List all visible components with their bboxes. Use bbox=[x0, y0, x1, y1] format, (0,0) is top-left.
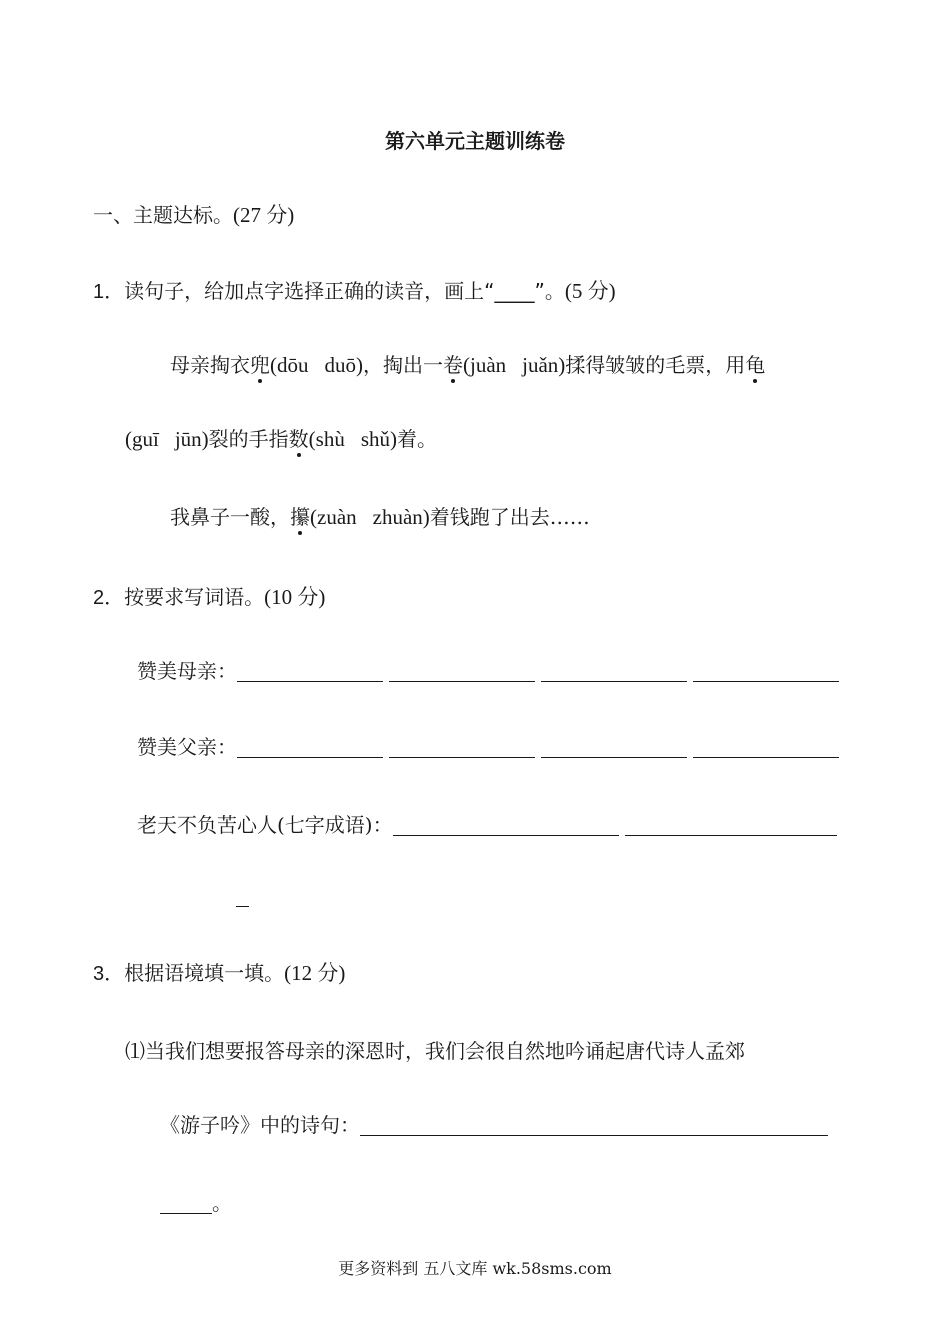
question-3-score: (12 分) bbox=[284, 961, 346, 985]
item-number: ⑴ bbox=[125, 1039, 145, 1063]
sentence-text: ，掏出一 bbox=[363, 353, 443, 377]
pinyin-option[interactable]: duō) bbox=[324, 353, 363, 377]
answer-blank[interactable] bbox=[693, 659, 839, 682]
question-2-prompt: 按要求写词语。 bbox=[124, 585, 265, 609]
answer-row-label: 赞美父亲： bbox=[137, 735, 237, 759]
dotted-char: 攥 bbox=[290, 502, 310, 532]
sentence-text: 裂的手指 bbox=[208, 427, 289, 451]
sentence-text: 母亲掏衣 bbox=[170, 353, 250, 377]
answer-row-father bbox=[137, 732, 845, 762]
question-1-score: (5 分) bbox=[564, 279, 616, 303]
question-3-prompt: 根据语境填一填。 bbox=[124, 961, 285, 985]
dotted-char: 卷 bbox=[443, 350, 463, 380]
question-3-item-1-cont bbox=[160, 1110, 828, 1140]
pinyin-option[interactable]: shǔ) bbox=[360, 427, 397, 451]
dotted-char: 数 bbox=[289, 424, 309, 454]
answer-blank[interactable] bbox=[625, 813, 837, 836]
question-1 bbox=[93, 276, 616, 307]
section-1-label: 一、主题达标。 bbox=[93, 203, 233, 227]
answer-blank[interactable] bbox=[389, 659, 535, 682]
question-1-prompt: 读句子，给加点字选择正确的读音，画上“____”。 bbox=[124, 279, 565, 303]
question-2 bbox=[93, 582, 325, 613]
sentence-text: 着钱跑了出去…… bbox=[429, 505, 590, 529]
question-1-sentence-1 bbox=[170, 350, 765, 380]
question-1-sentence-2 bbox=[170, 502, 590, 532]
sentence-text: 揉得皱皱的毛票，用 bbox=[565, 353, 746, 377]
answer-blank[interactable] bbox=[160, 1191, 212, 1214]
answer-row-mother bbox=[137, 656, 845, 686]
answer-blank[interactable] bbox=[360, 1113, 828, 1136]
question-3-number: 3． bbox=[93, 963, 125, 985]
question-1-sentence-1-cont bbox=[125, 424, 437, 454]
pinyin-option[interactable]: (dōu bbox=[270, 353, 309, 377]
sentence-text: 我鼻子一酸， bbox=[170, 505, 290, 529]
answer-blank[interactable] bbox=[237, 735, 383, 758]
answer-blank[interactable] bbox=[541, 659, 687, 682]
pinyin-option[interactable]: (shù bbox=[308, 427, 345, 451]
section-1-heading bbox=[93, 200, 294, 230]
item-text: 《游子吟》中的诗句： bbox=[160, 1113, 360, 1137]
question-1-number: 1． bbox=[93, 281, 125, 303]
answer-row-label: 老天不负苦心人(七字成语)： bbox=[137, 813, 393, 837]
answer-blank[interactable] bbox=[393, 813, 619, 836]
pinyin-option[interactable]: jūn) bbox=[174, 427, 209, 451]
question-2-number: 2． bbox=[93, 587, 125, 609]
section-1-score: (27 分) bbox=[233, 203, 295, 227]
dotted-char: 龟 bbox=[745, 350, 765, 380]
pinyin-option[interactable]: (zuàn bbox=[310, 505, 357, 529]
sentence-text: 着。 bbox=[397, 427, 437, 451]
answer-row-label: 赞美母亲： bbox=[137, 659, 237, 683]
answer-row-idiom bbox=[137, 810, 837, 840]
item-end: 。 bbox=[212, 1191, 232, 1215]
answer-blank[interactable] bbox=[237, 659, 383, 682]
pinyin-option[interactable]: (juàn bbox=[463, 353, 507, 377]
pinyin-option[interactable]: zhuàn) bbox=[372, 505, 430, 529]
dotted-char: 兜 bbox=[250, 350, 270, 380]
pinyin-option[interactable]: juǎn) bbox=[522, 353, 566, 377]
answer-blank[interactable] bbox=[693, 735, 839, 758]
footer-text: 更多资料到 五八文库 wk.58sms.com bbox=[338, 1259, 612, 1278]
item-text: 当我们想要报答母亲的深恩时，我们会很自然地吟诵起唐代诗人孟郊 bbox=[145, 1039, 745, 1063]
question-2-score: (10 分) bbox=[264, 585, 326, 609]
question-3-item-1 bbox=[125, 1036, 745, 1066]
question-3 bbox=[93, 958, 345, 989]
answer-blank[interactable] bbox=[541, 735, 687, 758]
page-title: 第六单元主题训练卷 bbox=[385, 129, 565, 153]
answer-blank[interactable] bbox=[236, 906, 249, 907]
question-3-item-1-end bbox=[160, 1188, 232, 1218]
pinyin-option[interactable]: (guī bbox=[125, 427, 159, 451]
answer-blank[interactable] bbox=[389, 735, 535, 758]
